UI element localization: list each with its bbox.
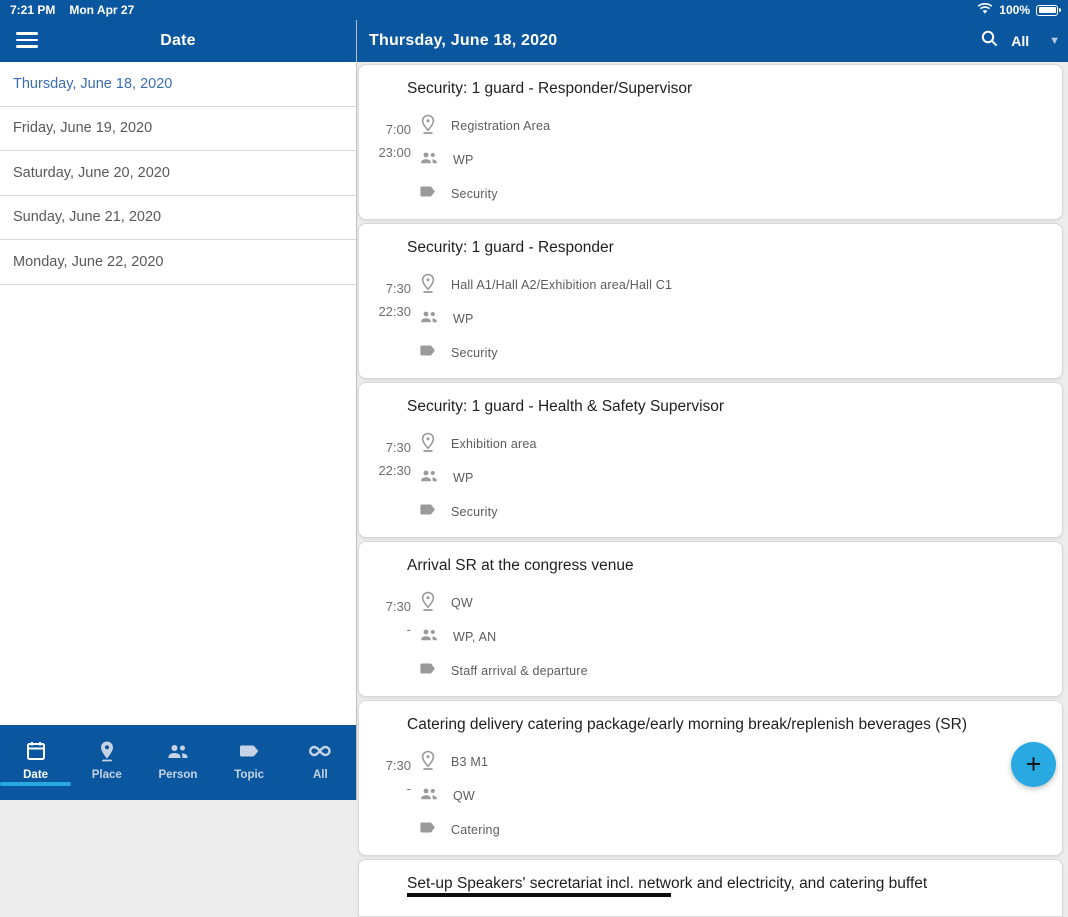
left-panel-header	[0, 20, 356, 62]
event-people-row	[419, 302, 1048, 336]
event-people: QW	[453, 789, 475, 803]
event-topic: Security	[451, 505, 498, 519]
battery-percent: 100%	[999, 3, 1030, 17]
event-place: Exhibition area	[451, 437, 537, 451]
location-pin-icon	[419, 432, 437, 457]
date-item-label: Monday, June 22, 2020	[13, 253, 164, 270]
date-item-label: Sunday, June 21, 2020	[13, 209, 162, 226]
event-place-row	[419, 586, 1048, 620]
tab-label: Date	[23, 769, 49, 781]
tab-topic[interactable]	[214, 725, 285, 800]
menu-icon[interactable]	[16, 32, 38, 48]
tab-label: Person	[158, 769, 198, 781]
event-place: QW	[451, 596, 473, 610]
event-start-time: 7:00	[385, 122, 411, 137]
date-item-label: Friday, June 19, 2020	[13, 120, 153, 137]
event-topic-row	[419, 177, 1048, 211]
event-card[interactable]	[358, 64, 1063, 220]
event-time	[371, 427, 411, 529]
left-panel	[0, 20, 357, 800]
event-title-rest: ork and electricity, and catering buffet	[671, 875, 928, 892]
event-place: B3 M1	[451, 755, 489, 769]
search-icon[interactable]	[980, 29, 999, 53]
tag-icon	[419, 821, 437, 840]
event-place-row	[419, 109, 1048, 143]
people-icon	[419, 627, 439, 648]
location-pin-icon	[419, 750, 437, 775]
event-topic-row	[419, 495, 1048, 529]
event-place-row	[419, 268, 1048, 302]
people-icon	[419, 468, 439, 489]
event-title: Security: 1 guard - Responder	[407, 239, 614, 256]
event-list	[357, 62, 1068, 917]
date-item-label: Saturday, June 20, 2020	[13, 164, 170, 181]
plus-icon: +	[1025, 749, 1042, 779]
tab-all[interactable]	[285, 725, 356, 800]
event-topic: Staff arrival & departure	[451, 664, 588, 678]
tab-person[interactable]	[142, 725, 213, 800]
event-time	[371, 586, 411, 688]
event-title-underlined: Set-up Speakers' secretariat incl. netw	[407, 875, 671, 897]
tag-icon	[237, 739, 261, 763]
event-people-row	[419, 779, 1048, 813]
date-item-sunday[interactable]	[0, 196, 356, 241]
event-people-row	[419, 461, 1048, 495]
event-topic-row	[419, 336, 1048, 370]
event-place: Registration Area	[451, 119, 551, 133]
event-end-time: -	[406, 622, 411, 637]
people-icon	[419, 150, 439, 171]
event-title	[407, 874, 1048, 894]
location-pin-icon	[419, 273, 437, 298]
right-panel-header	[357, 20, 1068, 62]
people-icon	[419, 786, 439, 807]
event-people: WP	[453, 471, 474, 485]
event-start-time: 7:30	[385, 758, 411, 773]
event-card[interactable]	[358, 382, 1063, 538]
event-card[interactable]	[358, 541, 1063, 697]
date-item-saturday[interactable]	[0, 151, 356, 196]
infinity-icon	[306, 739, 334, 763]
tab-label: Place	[91, 769, 122, 781]
event-people: WP	[453, 153, 474, 167]
location-pin-icon	[419, 114, 437, 139]
event-card[interactable]	[358, 859, 1063, 917]
event-place-row	[419, 745, 1048, 779]
battery-icon	[1036, 5, 1058, 16]
right-panel	[357, 20, 1068, 892]
date-item-friday[interactable]	[0, 107, 356, 152]
status-bar	[0, 0, 1068, 20]
filter-dropdown[interactable]: All	[1011, 33, 1030, 49]
event-end-time: 22:30	[378, 463, 411, 478]
right-panel-title: Thursday, June 18, 2020	[369, 32, 558, 49]
tab-date[interactable]	[0, 725, 71, 800]
event-title: Arrival SR at the congress venue	[407, 557, 634, 574]
event-topic: Catering	[451, 823, 500, 837]
tab-place[interactable]	[71, 725, 142, 800]
event-card[interactable]	[358, 700, 1063, 856]
event-time	[371, 268, 411, 370]
tag-icon	[419, 344, 437, 363]
event-end-time: 22:30	[378, 304, 411, 319]
place-pin-icon	[95, 739, 119, 763]
location-pin-icon	[419, 591, 437, 616]
tab-label: All	[312, 769, 328, 781]
event-topic-row	[419, 813, 1048, 847]
left-panel-title: Date	[160, 32, 196, 49]
event-people: WP	[453, 312, 474, 326]
wifi-icon	[977, 3, 993, 18]
status-time: 7:21 PM	[10, 3, 56, 17]
people-icon	[165, 739, 191, 763]
status-date: Mon Apr 27	[69, 3, 135, 17]
date-item-label: Thursday, June 18, 2020	[13, 75, 173, 92]
event-time	[371, 109, 411, 211]
event-end-time: 23:00	[378, 145, 411, 160]
add-event-button[interactable]	[1011, 742, 1056, 787]
event-title: Security: 1 guard - Health & Safety Supervisor	[407, 398, 725, 415]
event-start-time: 7:30	[385, 599, 411, 614]
date-item-thursday[interactable]	[0, 62, 356, 107]
chevron-down-icon[interactable]: ▼	[1049, 35, 1060, 47]
calendar-icon	[24, 739, 48, 763]
event-start-time: 7:30	[385, 281, 411, 296]
event-end-time: -	[406, 781, 411, 796]
event-people-row	[419, 143, 1048, 177]
event-place: Hall A1/Hall A2/Exhibition area/Hall C1	[451, 278, 673, 292]
event-people-row	[419, 620, 1048, 654]
event-time	[371, 745, 411, 847]
active-tab-indicator	[0, 782, 71, 786]
event-people: WP, AN	[453, 630, 497, 644]
tag-icon	[419, 503, 437, 522]
event-title: Security: 1 guard - Responder/Supervisor	[407, 80, 693, 97]
date-list	[0, 62, 356, 725]
people-icon	[419, 309, 439, 330]
event-place-row	[419, 427, 1048, 461]
event-topic: Security	[451, 187, 498, 201]
event-start-time: 7:30	[385, 440, 411, 455]
event-topic-row	[419, 654, 1048, 688]
tag-icon	[419, 662, 437, 681]
tab-label: Topic	[234, 769, 265, 781]
date-item-monday[interactable]	[0, 240, 356, 285]
event-topic: Security	[451, 346, 498, 360]
event-title: Catering delivery catering package/early morning break/replenish beverages (SR)	[407, 716, 968, 733]
bottom-nav	[0, 725, 356, 800]
tag-icon	[419, 185, 437, 204]
event-card[interactable]	[358, 223, 1063, 379]
